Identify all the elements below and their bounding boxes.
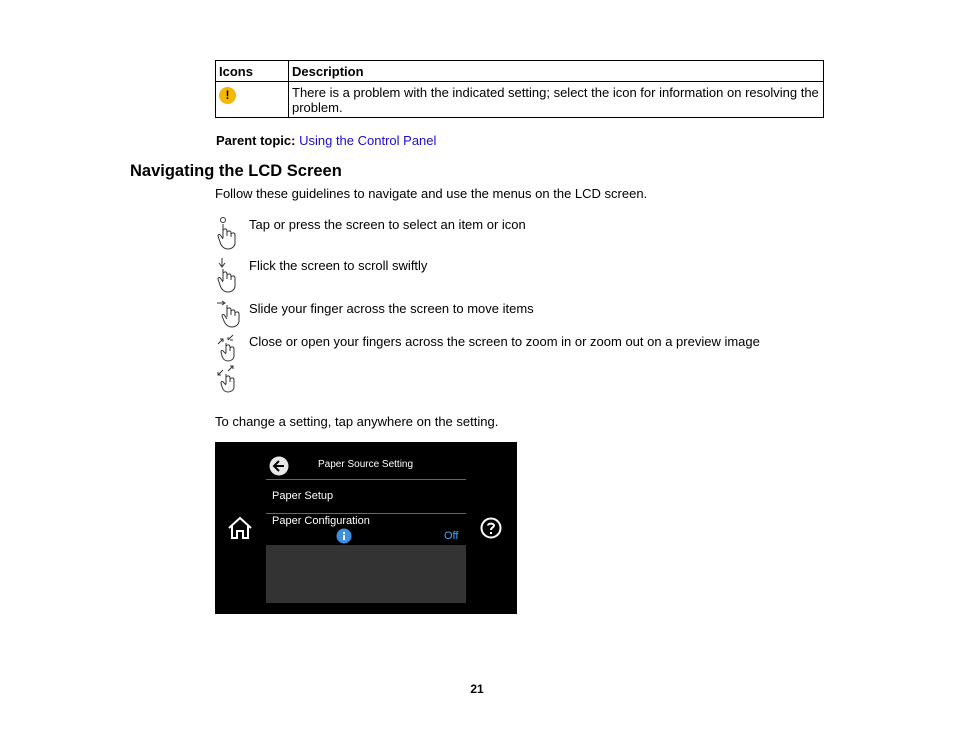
tap-gesture-icon xyxy=(216,216,244,250)
description-cell: There is a problem with the indicated setting; select the icon for information on resolving the problem. xyxy=(289,82,824,118)
icons-table xyxy=(215,60,824,118)
back-arrow-icon[interactable] xyxy=(269,456,289,476)
pinch-out-gesture-icon xyxy=(216,365,244,393)
toggle-value[interactable]: Off xyxy=(444,530,459,542)
slide-gesture-icon xyxy=(216,300,244,328)
setting-instruction: To change a setting, tap anywhere on the setting. xyxy=(215,414,499,429)
gesture-text-tap: Tap or press the screen to select an item or icon xyxy=(249,217,526,232)
lcd-screen xyxy=(215,442,517,614)
column-header-description: Description xyxy=(289,61,824,82)
divider xyxy=(266,513,466,514)
gesture-text-slide: Slide your finger across the screen to move items xyxy=(249,301,534,316)
page-number: 21 xyxy=(470,682,484,696)
gesture-text-flick: Flick the screen to scroll swiftly xyxy=(249,258,428,273)
info-icon[interactable] xyxy=(336,528,352,544)
gesture-text-pinch: Close or open your fingers across the screen to zoom in or zoom out on a preview image xyxy=(249,334,760,349)
pinch-in-gesture-icon xyxy=(216,334,244,362)
parent-topic-link[interactable]: Using the Control Panel xyxy=(299,133,437,148)
intro-text: Follow these guidelines to navigate and use the menus on the LCD screen. xyxy=(215,186,648,201)
warning-icon: ! xyxy=(219,87,236,104)
lcd-title: Paper Source Setting xyxy=(318,459,414,470)
parent-topic-label: Parent topic: xyxy=(216,133,296,148)
lcd-empty-panel xyxy=(266,545,466,603)
flick-gesture-icon xyxy=(216,257,244,293)
lcd-item-paper-setup[interactable]: Paper Setup xyxy=(272,490,334,502)
column-header-icons: Icons xyxy=(216,61,289,82)
section-heading: Navigating the LCD Screen xyxy=(130,162,342,180)
help-icon[interactable] xyxy=(480,517,502,539)
table-header-row xyxy=(216,61,824,82)
divider xyxy=(266,479,466,480)
parent-topic xyxy=(216,133,436,148)
lcd-item-paper-configuration[interactable]: Paper Configuration xyxy=(272,515,370,527)
icon-cell xyxy=(216,82,289,118)
table-row xyxy=(216,82,824,118)
home-icon[interactable] xyxy=(227,516,253,540)
